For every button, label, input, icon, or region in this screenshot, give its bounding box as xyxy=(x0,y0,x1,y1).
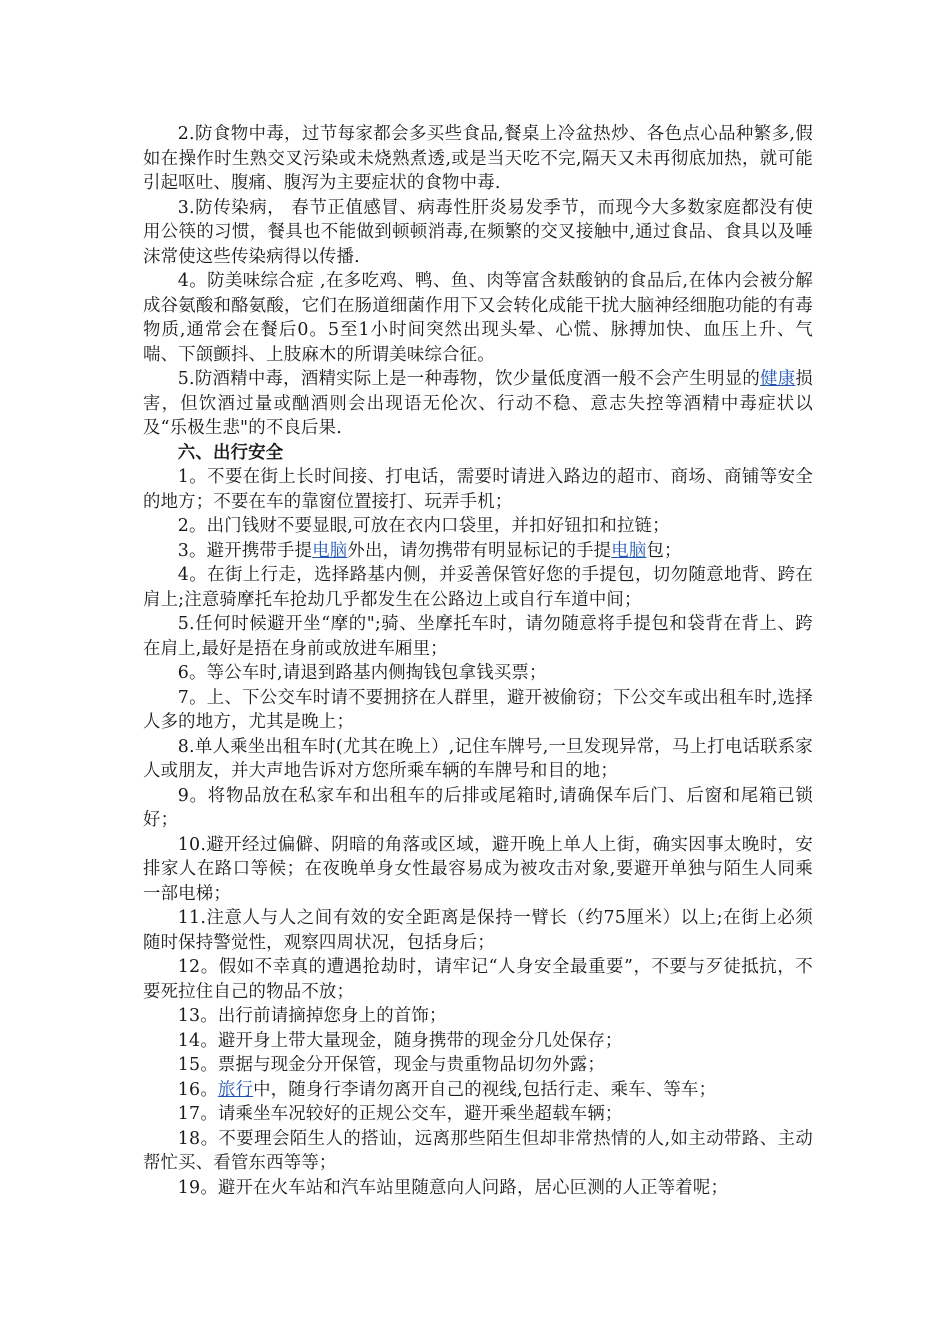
paragraph-text: 12。假如不幸真的遭遇抢劫时，请牢记“人身安全最重要”，不要与歹徒抵抗，不要死拉住自己的物品不放； xyxy=(143,957,813,1002)
paragraph xyxy=(143,1029,813,1054)
paragraph xyxy=(143,735,813,784)
paragraph-text: 4。防美味综合症 ,在多吃鸡、鸭、鱼、肉等富含麸酸钠的食品后,在体内会被分解成谷氨酸和酪氨酸，它们在肠道细菌作用下又会转化成能干扰大脑神经细胞功能的有毒物质,通常会在餐后0。5至1小时间突然出现头晕、心慌、脉搏加快、血压上升、气喘、下颌颤抖、上肢麻木的所谓美味综合征。 xyxy=(143,271,813,365)
paragraph-text: 1。不要在街上长时间接、打电话，需要时请进入路边的超市、商场、商铺等安全的地方；不要在车的靠窗位置接打、玩弄手机； xyxy=(143,467,813,512)
paragraph xyxy=(143,612,813,661)
inline-link[interactable]: 电脑 xyxy=(611,540,647,561)
paragraph xyxy=(143,1102,813,1127)
paragraph-text: 外出，请勿携带有明显标记的手提 xyxy=(347,540,612,561)
paragraph xyxy=(143,1176,813,1201)
paragraph-text: 13。出行前请摘掉您身上的首饰； xyxy=(177,1006,447,1026)
paragraph xyxy=(143,465,813,514)
inline-link[interactable]: 旅行 xyxy=(217,1079,254,1100)
paragraph xyxy=(143,269,813,367)
paragraph-text: 5.任何时候避开坐“摩的";骑、坐摩托车时，请勿随意将手提包和袋背在背上、跨在肩上,最好是捂在身前或放进车厢里； xyxy=(143,614,813,659)
paragraph-text: 六、出行安全 xyxy=(177,442,284,463)
paragraph xyxy=(143,686,813,735)
section-heading xyxy=(143,441,813,466)
paragraph-text: 5.防酒精中毒，酒精实际上是一种毒物，饮少量低度酒一般不会产生明显的 xyxy=(177,369,761,389)
paragraph-text: 19。避开在火车站和汽车站里随意向人问路，居心叵测的人正等着呢； xyxy=(177,1177,729,1198)
paragraph xyxy=(143,906,813,955)
paragraph-text: 11.注意人与人之间有效的安全距离是保持一臂长（约75厘米）以上;在街上必须随时保持警觉性，观察四周状况，包括身后； xyxy=(143,908,813,953)
paragraph-text: 18。不要理会陌生人的搭讪，远离那些陌生但却非常热情的人,如主动带路、主动帮忙买、看管东西等等； xyxy=(143,1128,813,1173)
paragraph xyxy=(143,1004,813,1029)
paragraph xyxy=(143,661,813,686)
document-page xyxy=(143,122,813,1200)
paragraph xyxy=(143,196,813,270)
paragraph xyxy=(143,514,813,539)
paragraph xyxy=(143,1127,813,1176)
paragraph-text: 8.单人乘坐出租车时(尤其在晚上）,记住车牌号,一旦发现异常，马上打电话联系家人或朋友，并大声地告诉对方您所乘车辆的车牌号和目的地； xyxy=(143,736,813,781)
paragraph-text: 7。上、下公交车时请不要拥挤在人群里，避开被偷窃；下公交车或出租车时,选择人多的地方，尤其是晚上； xyxy=(143,687,813,732)
paragraph-text: 3。避开携带手提 xyxy=(177,540,313,561)
inline-link[interactable]: 电脑 xyxy=(312,540,348,561)
paragraph-text: 2.防食物中毒，过节每家都会多买些食品,餐桌上冷盆热炒、各色点心品种繁多,假如在操作时生熟交叉污染或未烧熟煮透,或是当天吃不完,隔天又未再彻底加热，就可能引起呕吐、腹痛、腹泻为主要症状的食物中毒. xyxy=(143,124,813,193)
paragraph-text: 16。 xyxy=(177,1079,218,1100)
paragraph xyxy=(143,563,813,612)
paragraph-text: 9。将物品放在私家车和出租车的后排或尾箱时,请确保车后门、后窗和尾箱已锁好； xyxy=(143,785,813,830)
paragraph-text: 15。票据与现金分开保管，现金与贵重物品切勿外露； xyxy=(177,1055,605,1075)
paragraph xyxy=(143,1078,813,1103)
paragraph-text: 3.防传染病， 春节正值感冒、病毒性肝炎易发季节，而现今大多数家庭都没有使用公筷的习惯，餐具也不能做到顿顿消毒,在频繁的交叉接触中,通过食品、食具以及唾沫常使这些传染病得以传播. xyxy=(143,197,813,267)
inline-link[interactable]: 健康 xyxy=(760,369,796,389)
paragraph-text: 14。避开身上带大量现金，随身携带的现金分几处保存； xyxy=(177,1030,623,1051)
paragraph xyxy=(143,367,813,441)
paragraph xyxy=(143,833,813,907)
paragraph xyxy=(143,784,813,833)
paragraph xyxy=(143,955,813,1004)
paragraph xyxy=(143,122,813,196)
paragraph-text: 2。出门钱财不要显眼,可放在衣内口袋里，并扣好钮扣和拉链； xyxy=(177,516,670,536)
paragraph xyxy=(143,1053,813,1078)
paragraph-text: 4。在街上行走，选择路基内侧，并妥善保管好您的手提包，切勿随意地背、跨在肩上;注意骑摩托车抢劫几乎都发生在公路边上或自行车道中间； xyxy=(143,565,813,610)
paragraph xyxy=(143,539,813,564)
paragraph-text: 6。等公车时,请退到路基内侧掏钱包拿钱买票； xyxy=(177,663,547,683)
paragraph-text: 10.避开经过偏僻、阴暗的角落或区域，避开晚上单人上街，确实因事太晚时，安排家人在路口等候；在夜晚单身女性最容易成为被攻击对象,要避开单独与陌生人同乘一部电梯； xyxy=(143,834,813,904)
paragraph-text: 包； xyxy=(646,540,682,561)
paragraph-text: 中，随身行李请勿离开自己的视线,包括行走、乘车、等车； xyxy=(253,1079,717,1100)
paragraph-text: 损害，但饮酒过量或酗酒则会出现语无伦次、行动不稳、意志失控等酒精中毒症状以及“乐极生悲"的不良后果. xyxy=(143,369,813,438)
paragraph-text: 17。请乘坐车况较好的正规公交车，避开乘坐超载车辆； xyxy=(177,1104,623,1124)
